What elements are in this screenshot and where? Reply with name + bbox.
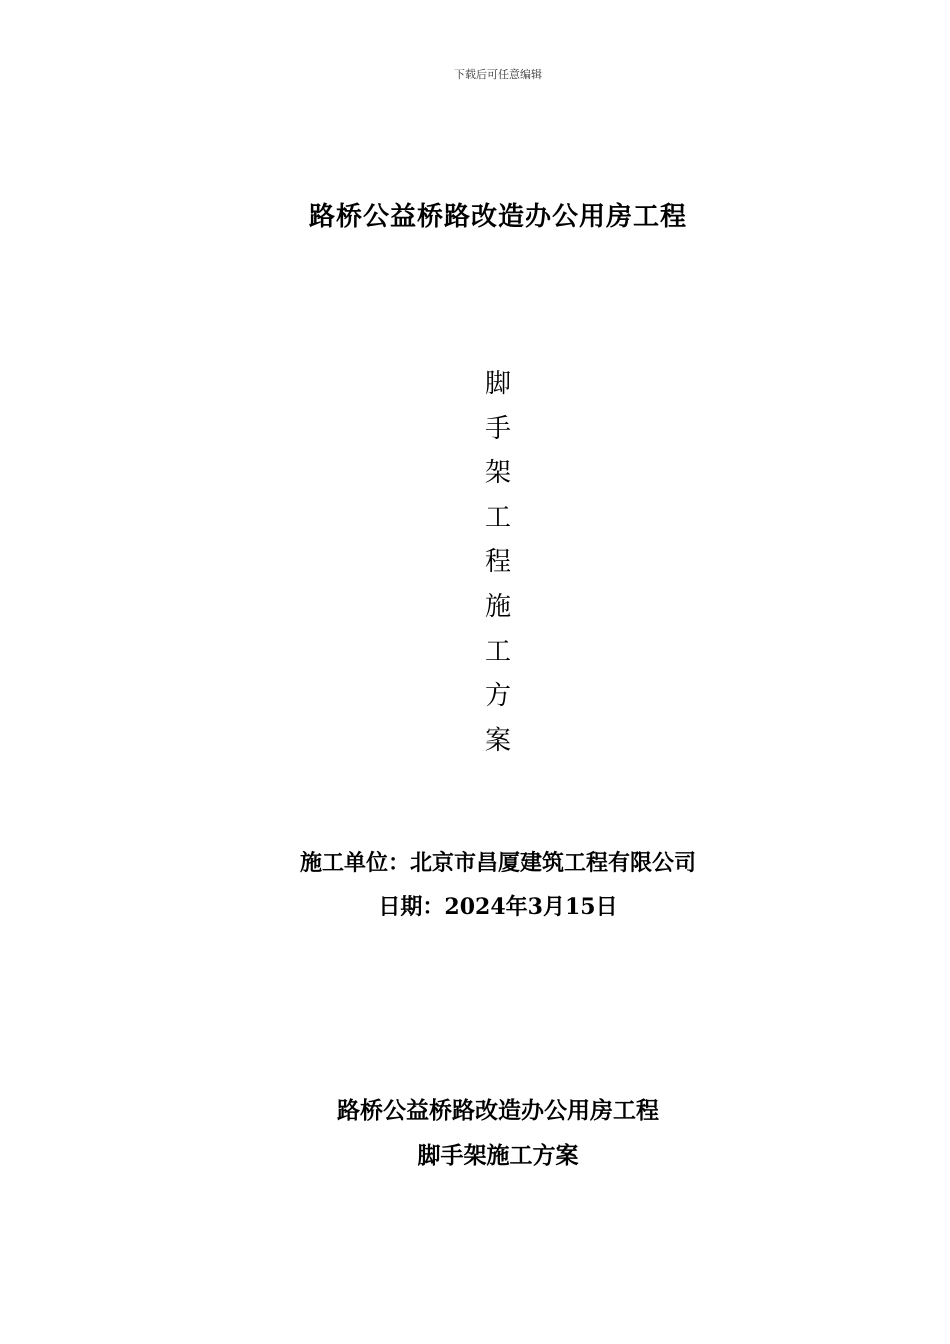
vertical-title-char: 案	[484, 725, 511, 756]
vertical-title-char: 方	[484, 681, 511, 712]
construction-unit-line: 施工单位：北京市昌厦建筑工程有限公司	[299, 850, 696, 876]
vertical-document-title	[468, 362, 528, 763]
vertical-title-char: 施	[484, 591, 511, 622]
body-heading-project: 路桥公益桥路改造办公用房工程	[337, 1097, 659, 1124]
vertical-title-char: 脚	[484, 369, 511, 399]
cover-project-title: 路桥公益桥路改造办公用房工程	[308, 202, 687, 232]
vertical-title-char: 程	[484, 547, 511, 578]
date-line: 日期：2024年3月15日	[378, 894, 618, 920]
body-heading-plan: 脚手架施工方案	[417, 1142, 579, 1169]
vertical-title-char: 架	[484, 458, 511, 489]
vertical-title-char: 手	[484, 413, 511, 444]
vertical-title-char: 工	[484, 636, 511, 667]
header-note: 下载后可任意编辑	[454, 68, 542, 81]
vertical-title-char: 工	[484, 502, 511, 533]
